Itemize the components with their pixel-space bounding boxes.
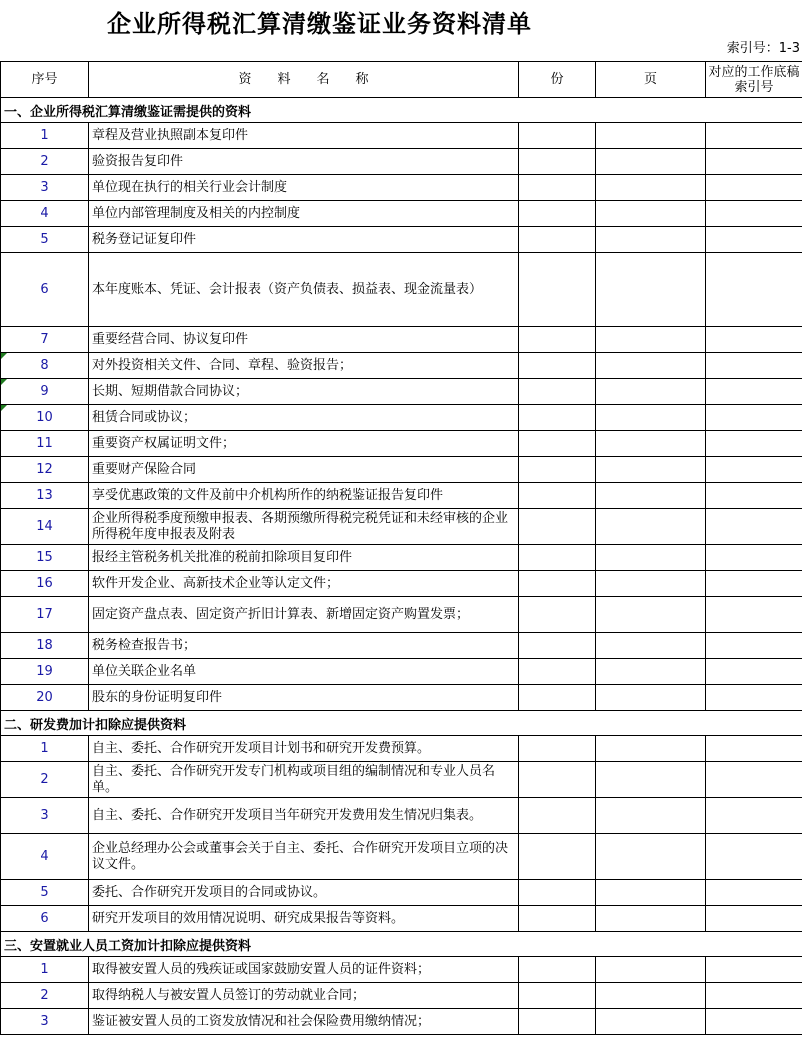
section-title: 三、安置就业人员工资加计扣除应提供资料 [1,932,802,957]
copies-cell[interactable] [519,685,596,711]
pages-cell[interactable] [596,957,706,983]
row-number: 4 [1,201,89,227]
table-row [1,123,802,149]
header-name: 资料名称 [89,62,519,98]
copies-cell[interactable] [519,483,596,509]
ref-cell[interactable] [706,353,802,379]
row-number: 2 [1,149,89,175]
ref-cell[interactable] [706,906,802,932]
table-row [1,633,802,659]
table-row [1,509,802,545]
table-row [1,405,802,431]
header-ref: 对应的工作底稿索引号 [706,62,802,98]
row-number: 6 [1,906,89,932]
pages-cell[interactable] [596,834,706,880]
section-title: 一、企业所得税汇算清缴鉴证需提供的资料 [1,98,802,123]
table-row [1,659,802,685]
table-row [1,545,802,571]
material-name: 取得纳税人与被安置人员签订的劳动就业合同； [89,983,519,1009]
copies-cell[interactable] [519,906,596,932]
ref-cell[interactable] [706,880,802,906]
ref-cell[interactable] [706,509,802,545]
material-name: 自主、委托、合作研究开发项目计划书和研究开发费预算。 [89,736,519,762]
table-row [1,353,802,379]
ref-cell[interactable] [706,762,802,798]
material-name: 软件开发企业、高新技术企业等认定文件； [89,571,519,597]
ref-cell[interactable] [706,253,802,327]
copies-cell[interactable] [519,1009,596,1035]
pages-cell[interactable] [596,571,706,597]
pages-cell[interactable] [596,431,706,457]
copies-cell[interactable] [519,509,596,545]
material-name: 企业所得税季度预缴申报表、各期预缴所得税完税凭证和未经审核的企业所得税年度申报表及附表 [89,509,519,545]
pages-cell[interactable] [596,798,706,834]
copies-cell[interactable] [519,633,596,659]
row-number: 2 [1,762,89,798]
copies-cell[interactable] [519,736,596,762]
row-number: 3 [1,798,89,834]
copies-cell[interactable] [519,659,596,685]
ref-cell[interactable] [706,431,802,457]
row-number: 15 [1,545,89,571]
copies-cell[interactable] [519,834,596,880]
material-name: 税务登记证复印件 [89,227,519,253]
pages-cell[interactable] [596,545,706,571]
table-row [1,483,802,509]
pages-cell[interactable] [596,597,706,633]
row-number: 1 [1,123,89,149]
copies-cell[interactable] [519,431,596,457]
pages-cell[interactable] [596,483,706,509]
copies-cell[interactable] [519,957,596,983]
table-row [1,762,802,798]
pages-cell[interactable] [596,880,706,906]
row-number: 1 [1,736,89,762]
copies-cell[interactable] [519,762,596,798]
copies-cell[interactable] [519,545,596,571]
copies-cell[interactable] [519,571,596,597]
pages-cell[interactable] [596,175,706,201]
header-copies: 份 [519,62,596,98]
table-row [1,149,802,175]
table-row [1,957,802,983]
row-number: 5 [1,880,89,906]
pages-cell[interactable] [596,353,706,379]
pages-cell[interactable] [596,906,706,932]
ref-cell[interactable] [706,957,802,983]
ref-cell[interactable] [706,1009,802,1035]
table-row [1,798,802,834]
pages-cell[interactable] [596,685,706,711]
copies-cell[interactable] [519,149,596,175]
copies-cell[interactable] [519,201,596,227]
material-name: 委托、合作研究开发项目的合同或协议。 [89,880,519,906]
pages-cell[interactable] [596,762,706,798]
row-number: 2 [1,983,89,1009]
ref-cell[interactable] [706,149,802,175]
table-row [1,834,802,880]
material-name: 本年度账本、凭证、会计报表（资产负债表、损益表、现金流量表） [89,253,519,327]
ref-cell[interactable] [706,798,802,834]
copies-cell[interactable] [519,227,596,253]
material-name: 自主、委托、合作研究开发项目当年研究开发费用发生情况归集表。 [89,798,519,834]
section-title: 二、研发费加计扣除应提供资料 [1,711,802,736]
ref-cell[interactable] [706,633,802,659]
row-number: 6 [1,253,89,327]
row-number: 13 [1,483,89,509]
material-name: 对外投资相关文件、合同、章程、验资报告； [89,353,519,379]
ref-cell[interactable] [706,201,802,227]
row-number: 16 [1,571,89,597]
material-name: 验资报告复印件 [89,149,519,175]
table-row [1,880,802,906]
copies-cell[interactable] [519,597,596,633]
table-row [1,457,802,483]
row-number: 5 [1,227,89,253]
table-row [1,571,802,597]
copies-cell[interactable] [519,379,596,405]
pages-cell[interactable] [596,659,706,685]
index-number: 索引号：1-3 [726,41,800,56]
pages-cell[interactable] [596,123,706,149]
ref-cell[interactable] [706,227,802,253]
ref-cell[interactable] [706,685,802,711]
row-number: 4 [1,834,89,880]
row-number: 11 [1,431,89,457]
ref-cell[interactable] [706,597,802,633]
table-row [1,227,802,253]
ref-cell[interactable] [706,571,802,597]
table-row [1,906,802,932]
header-pages: 页 [596,62,706,98]
ref-cell[interactable] [706,379,802,405]
materials-table [0,61,802,1035]
material-name: 单位现在执行的相关行业会计制度 [89,175,519,201]
copies-cell[interactable] [519,880,596,906]
table-row [1,736,802,762]
section-row [1,932,802,957]
header-seq: 序号 [1,62,89,98]
ref-cell[interactable] [706,983,802,1009]
pages-cell[interactable] [596,327,706,353]
pages-cell[interactable] [596,457,706,483]
pages-cell[interactable] [596,149,706,175]
ref-cell[interactable] [706,457,802,483]
material-name: 章程及营业执照副本复印件 [89,123,519,149]
table-row [1,1009,802,1035]
row-number: 8 [1,353,89,379]
material-name: 单位内部管理制度及相关的内控制度 [89,201,519,227]
material-name: 长期、短期借款合同协议； [89,379,519,405]
row-number: 18 [1,633,89,659]
material-name: 鉴证被安置人员的工资发放情况和社会保险费用缴纳情况； [89,1009,519,1035]
copies-cell[interactable] [519,253,596,327]
pages-cell[interactable] [596,983,706,1009]
header-row [1,62,802,98]
material-name: 税务检查报告书； [89,633,519,659]
material-name: 取得被安置人员的残疾证或国家鼓励安置人员的证件资料； [89,957,519,983]
pages-cell[interactable] [596,633,706,659]
copies-cell[interactable] [519,175,596,201]
row-number: 1 [1,957,89,983]
row-number: 3 [1,1009,89,1035]
table-row [1,431,802,457]
material-name: 研究开发项目的效用情况说明、研究成果报告等资料。 [89,906,519,932]
pages-cell[interactable] [596,379,706,405]
material-name: 自主、委托、合作研究开发专门机构或项目组的编制情况和专业人员名单。 [89,762,519,798]
table-row [1,983,802,1009]
row-number: 10 [1,405,89,431]
material-name: 企业总经理办公会或董事会关于自主、委托、合作研究开发项目立项的决议文件。 [89,834,519,880]
copies-cell[interactable] [519,327,596,353]
pages-cell[interactable] [596,1009,706,1035]
copies-cell[interactable] [519,983,596,1009]
material-name: 单位关联企业名单 [89,659,519,685]
ref-cell[interactable] [706,545,802,571]
ref-cell[interactable] [706,483,802,509]
pages-cell[interactable] [596,405,706,431]
table-row [1,201,802,227]
table-row [1,685,802,711]
material-name: 报经主管税务机关批准的税前扣除项目复印件 [89,545,519,571]
row-number: 14 [1,509,89,545]
ref-cell[interactable] [706,659,802,685]
table-row [1,379,802,405]
copies-cell[interactable] [519,405,596,431]
ref-cell[interactable] [706,405,802,431]
material-name: 固定资产盘点表、固定资产折旧计算表、新增固定资产购置发票； [89,597,519,633]
section-row [1,711,802,736]
copies-cell[interactable] [519,457,596,483]
ref-cell[interactable] [706,123,802,149]
table-row [1,327,802,353]
document-title: 企业所得税汇算清缴鉴证业务资料清单 [107,9,532,38]
copies-cell[interactable] [519,353,596,379]
table-row [1,597,802,633]
material-name: 重要财产保险合同 [89,457,519,483]
pages-cell[interactable] [596,509,706,545]
material-name: 租赁合同或协议； [89,405,519,431]
table-row [1,253,802,327]
ref-cell[interactable] [706,327,802,353]
section-row [1,98,802,123]
row-number: 20 [1,685,89,711]
row-number: 7 [1,327,89,353]
material-name: 重要经营合同、协议复印件 [89,327,519,353]
ref-cell[interactable] [706,175,802,201]
pages-cell[interactable] [596,227,706,253]
row-number: 19 [1,659,89,685]
copies-cell[interactable] [519,123,596,149]
ref-cell[interactable] [706,736,802,762]
pages-cell[interactable] [596,736,706,762]
row-number: 3 [1,175,89,201]
row-number: 9 [1,379,89,405]
copies-cell[interactable] [519,798,596,834]
material-name: 享受优惠政策的文件及前中介机构所作的纳税鉴证报告复印件 [89,483,519,509]
row-number: 12 [1,457,89,483]
table-row [1,175,802,201]
pages-cell[interactable] [596,253,706,327]
row-number: 17 [1,597,89,633]
material-name: 重要资产权属证明文件； [89,431,519,457]
pages-cell[interactable] [596,201,706,227]
ref-cell[interactable] [706,834,802,880]
material-name: 股东的身份证明复印件 [89,685,519,711]
